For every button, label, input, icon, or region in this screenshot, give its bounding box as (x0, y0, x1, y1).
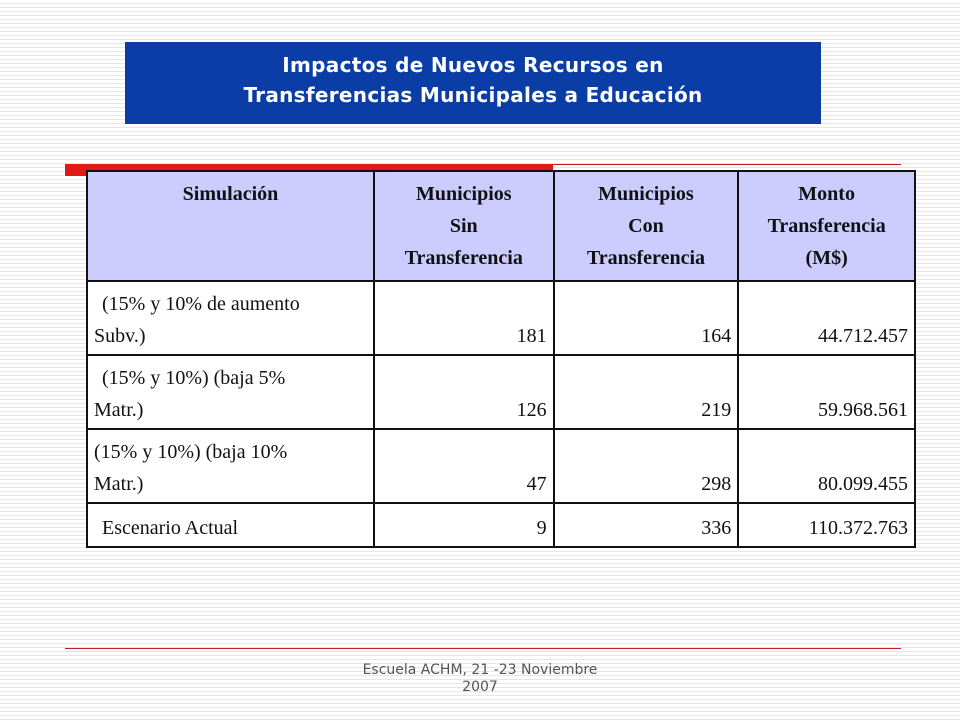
label-line: Subv.) (94, 325, 146, 347)
cell-monto: 110.372.763 (738, 503, 915, 547)
cell-sin: 126 (374, 355, 554, 429)
cell-monto: 44.712.457 (738, 281, 915, 355)
slide-title (125, 42, 821, 124)
cell-con: 336 (554, 503, 739, 547)
header-line: Transferencia (586, 247, 705, 269)
header-line: Simulación (182, 183, 279, 205)
table-row (87, 355, 915, 429)
top-divider (553, 164, 901, 165)
label-line: Matr.) (94, 399, 144, 421)
row-label (87, 355, 374, 429)
header-municipios-sin (374, 171, 554, 281)
header-line: Transferencia (404, 247, 523, 269)
bottom-divider (65, 648, 901, 649)
footer (330, 662, 630, 696)
cell-monto: 59.968.561 (738, 355, 915, 429)
header-line: Monto (798, 183, 855, 205)
header-monto (738, 171, 915, 281)
row-label (87, 429, 374, 503)
cell-con: 219 (554, 355, 739, 429)
cell-sin: 47 (374, 429, 554, 503)
header-line: (M$) (805, 247, 848, 269)
simulation-table (86, 170, 916, 548)
title-line-2: Transferencias Municipales a Educación (243, 83, 703, 107)
label-line: Matr.) (94, 473, 144, 495)
cell-con: 164 (554, 281, 739, 355)
cell-sin: 181 (374, 281, 554, 355)
row-label (87, 503, 374, 547)
label-line: (15% y 10% de aumento (102, 293, 300, 315)
cell-sin: 9 (374, 503, 554, 547)
label-line: Escenario Actual (102, 517, 239, 539)
table-row (87, 429, 915, 503)
header-line: Municipios (415, 183, 512, 205)
footer-line-1: Escuela ACHM, 21 -23 Noviembre (362, 662, 598, 678)
table-header-row (87, 171, 915, 281)
header-municipios-con (554, 171, 739, 281)
cell-con: 298 (554, 429, 739, 503)
title-line-1: Impactos de Nuevos Recursos en (282, 53, 664, 77)
table-row (87, 503, 915, 547)
table-row (87, 281, 915, 355)
header-line: Con (628, 215, 664, 237)
header-line: Sin (449, 215, 478, 237)
label-line: (15% y 10%) (baja 5% (102, 367, 286, 389)
header-simulacion (87, 171, 374, 281)
footer-line-2: 2007 (462, 679, 498, 695)
row-label (87, 281, 374, 355)
label-line: (15% y 10%) (baja 10% (94, 441, 288, 463)
cell-monto: 80.099.455 (738, 429, 915, 503)
header-line: Transferencia (767, 215, 886, 237)
header-line: Municipios (598, 183, 694, 205)
